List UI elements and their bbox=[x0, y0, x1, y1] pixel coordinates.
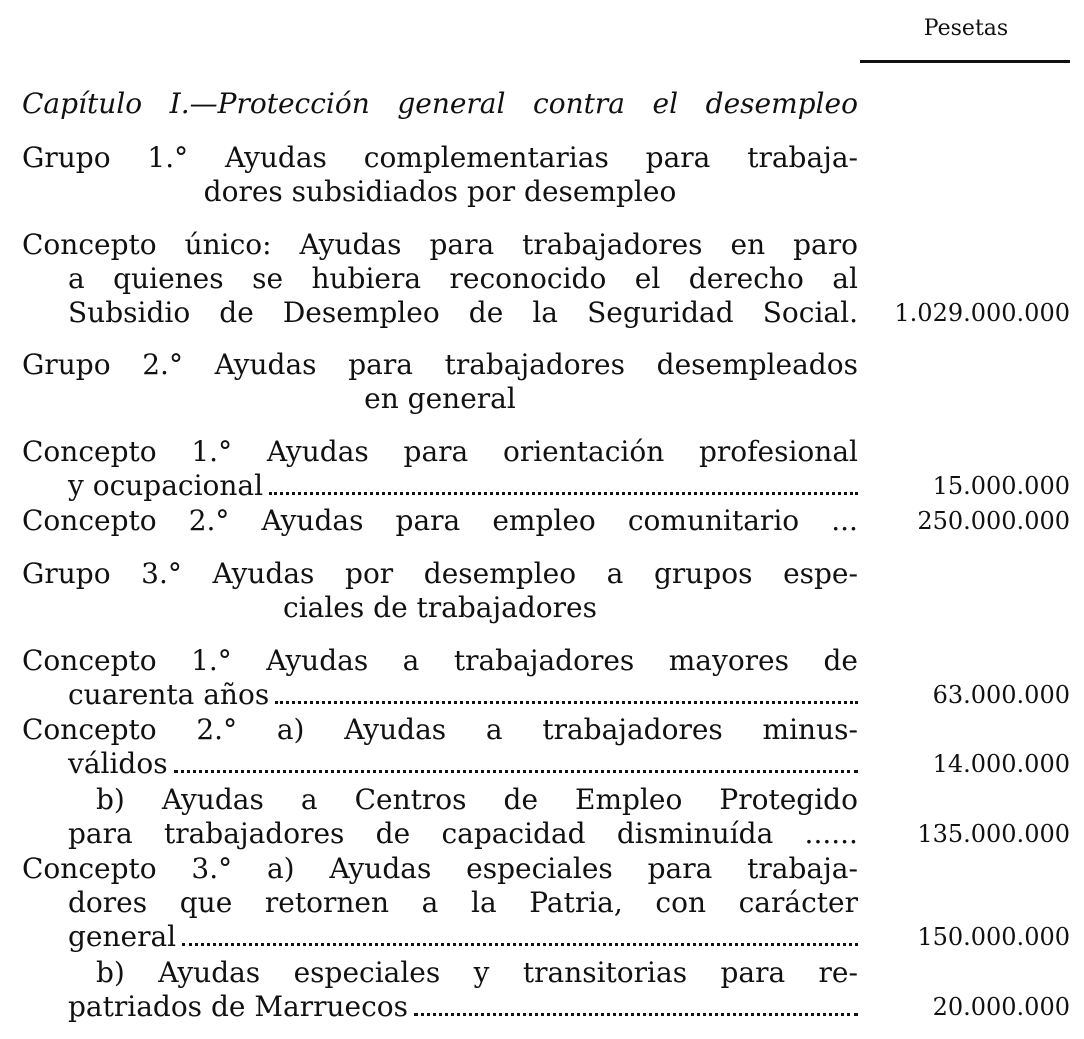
word: ...... bbox=[804, 817, 858, 850]
word: transitorias bbox=[522, 956, 688, 989]
word: de bbox=[503, 783, 539, 816]
word: único: bbox=[184, 228, 272, 261]
word: la bbox=[471, 886, 497, 919]
word: para bbox=[645, 141, 711, 174]
word: desempleados bbox=[656, 348, 858, 381]
g2-concepto-1-amount: 15.000.000 bbox=[932, 472, 1070, 500]
word: Grupo bbox=[22, 141, 111, 174]
concepto-unico-amount: 1.029.000.000 bbox=[894, 299, 1070, 327]
word: de bbox=[468, 296, 504, 329]
word: a bbox=[300, 783, 318, 816]
word: especiales bbox=[466, 852, 613, 885]
word: Social. bbox=[762, 296, 858, 329]
word: empleo bbox=[492, 504, 596, 537]
word: minus- bbox=[762, 713, 858, 746]
word: desempleo bbox=[423, 557, 577, 590]
word: de bbox=[823, 644, 858, 677]
g3-concepto-2a-amount: 14.000.000 bbox=[932, 750, 1070, 778]
word: Ayudas bbox=[266, 435, 369, 468]
word: quienes bbox=[113, 262, 224, 295]
word: 1.° bbox=[191, 435, 233, 468]
g3-concepto-1-line-1 bbox=[22, 644, 858, 678]
g3-concepto-2a-line-2-text: válidos bbox=[68, 747, 168, 780]
word: Desempleo bbox=[282, 296, 440, 329]
g3-concepto-3b-line-1 bbox=[96, 956, 858, 990]
g3-concepto-2b-amount: 135.000.000 bbox=[917, 820, 1070, 848]
word: orientación bbox=[502, 435, 665, 468]
word: Concepto bbox=[22, 644, 157, 677]
word: trabajadores bbox=[163, 817, 345, 850]
word: derecho bbox=[688, 262, 804, 295]
word: Capítulo bbox=[22, 87, 143, 120]
concepto-unico-line-2 bbox=[68, 262, 858, 296]
g3-concepto-2b-line-1 bbox=[96, 783, 858, 817]
chapter-title bbox=[22, 87, 858, 121]
word: para bbox=[403, 435, 469, 468]
g3-concepto-1-line-2-text: cuarenta años bbox=[68, 678, 270, 711]
word: Ayudas bbox=[212, 557, 315, 590]
word: trabaja- bbox=[747, 141, 858, 174]
word: Concepto bbox=[22, 228, 157, 261]
g3-concepto-3a-line-3 bbox=[68, 920, 858, 954]
word: ... bbox=[831, 504, 858, 537]
word: dores bbox=[68, 886, 148, 919]
g2-concepto-2-line-1 bbox=[22, 504, 858, 538]
word: hubiera bbox=[311, 262, 422, 295]
word: general bbox=[397, 87, 506, 120]
g3-concepto-1-amount: 63.000.000 bbox=[932, 681, 1070, 709]
word: capacidad bbox=[441, 817, 586, 850]
g3-concepto-3a-line-2 bbox=[68, 886, 858, 920]
g3-concepto-2a-line-1 bbox=[22, 713, 858, 747]
word: para bbox=[429, 228, 495, 261]
word: a bbox=[485, 713, 503, 746]
word: se bbox=[252, 262, 284, 295]
word: Protegido bbox=[719, 783, 858, 816]
word: a bbox=[606, 557, 624, 590]
word: trabajadores bbox=[453, 644, 635, 677]
word: en bbox=[730, 228, 766, 261]
word: Ayudas bbox=[224, 141, 327, 174]
word: Patria, bbox=[529, 886, 623, 919]
dot-leader bbox=[275, 701, 858, 704]
word: para bbox=[68, 817, 133, 850]
word: b) bbox=[96, 956, 125, 989]
word: 3.° bbox=[141, 557, 182, 590]
word: para bbox=[647, 852, 713, 885]
word: a bbox=[68, 262, 85, 295]
word: trabajadores bbox=[542, 713, 723, 746]
g3-concepto-3a-amount: 150.000.000 bbox=[917, 923, 1070, 951]
word: grupos bbox=[653, 557, 753, 590]
word: espe- bbox=[783, 557, 858, 590]
concepto-unico-line-3 bbox=[68, 296, 858, 330]
g3-concepto-3b-amount: 20.000.000 bbox=[932, 993, 1070, 1021]
grupo-2-heading bbox=[22, 348, 858, 382]
word: Ayudas bbox=[214, 348, 317, 381]
grupo-2-heading-cont: en general bbox=[364, 382, 516, 415]
column-header-rule bbox=[860, 60, 1070, 63]
word: Ayudas bbox=[261, 504, 364, 537]
word: 2.° bbox=[142, 348, 183, 381]
word: contra bbox=[533, 87, 625, 120]
word: Concepto bbox=[22, 435, 157, 468]
word: re- bbox=[818, 956, 858, 989]
word: I.—Protección bbox=[169, 87, 370, 120]
word: Ayudas bbox=[299, 228, 402, 261]
word: el bbox=[652, 87, 679, 120]
word: Ayudas bbox=[329, 852, 432, 885]
g3-concepto-3b-line-2-text: patriados de Marruecos bbox=[68, 990, 408, 1023]
word: trabajadores bbox=[444, 348, 625, 381]
word: comunitario bbox=[627, 504, 800, 537]
g3-concepto-3a-line-3-text: general bbox=[68, 920, 177, 953]
word: para bbox=[720, 956, 786, 989]
word: para bbox=[348, 348, 413, 381]
word: 3.° bbox=[191, 852, 233, 885]
word: Ayudas bbox=[344, 713, 447, 746]
word: por bbox=[345, 557, 394, 590]
word: Subsidio bbox=[68, 296, 191, 329]
grupo-3-heading bbox=[22, 557, 858, 591]
g3-concepto-3a-line-1 bbox=[22, 852, 858, 886]
g2-concepto-1-line-1 bbox=[22, 435, 858, 469]
word: con bbox=[655, 886, 706, 919]
word: Ayudas bbox=[161, 783, 264, 816]
g3-concepto-2b-line-2 bbox=[68, 817, 858, 851]
word: complementarias bbox=[363, 141, 609, 174]
dot-leader bbox=[174, 770, 858, 773]
word: para bbox=[395, 504, 461, 537]
dot-leader bbox=[414, 1013, 858, 1016]
concepto-unico-line-1 bbox=[22, 228, 858, 262]
word: carácter bbox=[738, 886, 858, 919]
word: el bbox=[634, 262, 661, 295]
word: Grupo bbox=[22, 348, 111, 381]
word: trabaja- bbox=[747, 852, 858, 885]
word: Empleo bbox=[575, 783, 683, 816]
word: reconocido bbox=[449, 262, 607, 295]
word: la bbox=[532, 296, 558, 329]
word: paro bbox=[793, 228, 858, 261]
grupo-1-heading bbox=[22, 141, 858, 175]
word: Concepto bbox=[22, 852, 157, 885]
word: desempleo bbox=[705, 87, 858, 120]
g3-concepto-1-line-2 bbox=[68, 678, 858, 712]
word: especiales bbox=[293, 956, 441, 989]
g2-concepto-2-amount: 250.000.000 bbox=[917, 507, 1070, 535]
word: 2.° bbox=[188, 504, 230, 537]
word: de bbox=[375, 817, 411, 850]
g3-concepto-2a-line-2 bbox=[68, 747, 858, 781]
g2-concepto-1-line-2 bbox=[68, 469, 858, 503]
word: Ayudas bbox=[266, 644, 369, 677]
g2-concepto-1-line-2-text: y ocupacional bbox=[68, 469, 264, 502]
word: a) bbox=[266, 852, 295, 885]
g3-concepto-3b-line-2 bbox=[68, 990, 858, 1024]
word: al bbox=[832, 262, 858, 295]
word: y bbox=[473, 956, 490, 989]
word: retornen bbox=[264, 886, 390, 919]
grupo-1-heading-cont: dores subsidiados por desempleo bbox=[203, 175, 677, 208]
word: 1.° bbox=[147, 141, 189, 174]
word: Grupo bbox=[22, 557, 111, 590]
dot-leader bbox=[182, 943, 858, 946]
word: Concepto bbox=[22, 713, 157, 746]
word: de bbox=[219, 296, 254, 329]
word: a) bbox=[276, 713, 305, 746]
column-header-pesetas: Pesetas bbox=[923, 16, 1009, 41]
word: Concepto bbox=[22, 504, 157, 537]
word: 2.° bbox=[196, 713, 238, 746]
word: trabajadores bbox=[522, 228, 703, 261]
word: Seguridad bbox=[587, 296, 734, 329]
word: a bbox=[421, 886, 439, 919]
dot-leader bbox=[269, 492, 858, 495]
word: b) bbox=[96, 783, 125, 816]
word: 1.° bbox=[191, 644, 232, 677]
word: a bbox=[402, 644, 420, 677]
word: disminuída bbox=[616, 817, 774, 850]
grupo-3-heading-cont: ciales de trabajadores bbox=[283, 591, 597, 624]
word: que bbox=[179, 886, 233, 919]
word: profesional bbox=[699, 435, 858, 468]
word: Centros bbox=[354, 783, 467, 816]
word: Ayudas bbox=[158, 956, 261, 989]
word: mayores bbox=[668, 644, 789, 677]
